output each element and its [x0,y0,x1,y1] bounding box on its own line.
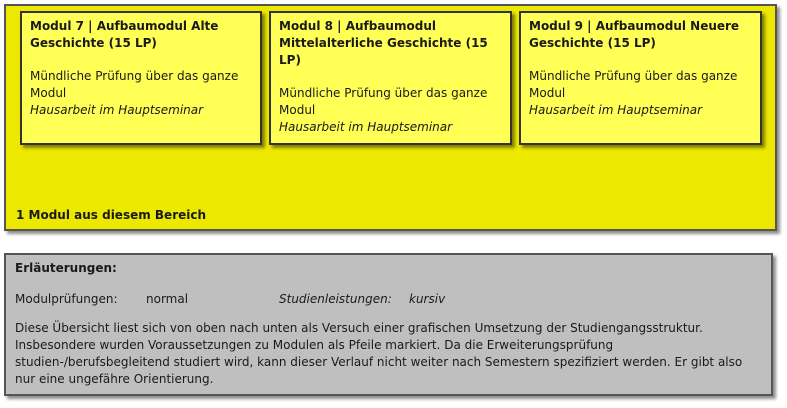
legend-box [4,253,773,396]
module-coursework: Hausarbeit im Hauptseminar [529,103,703,117]
module-title: Modul 7 | Aufbaumodul Alte Geschichte (15 LP) [30,19,219,50]
module-box-9 [519,11,762,145]
module-coursework: Hausarbeit im Hauptseminar [30,103,204,117]
module-box-7 [20,11,262,145]
legend-key-row [15,291,762,308]
module-area [4,4,777,231]
legend-description: Diese Übersicht liest sich von oben nach unten als Versuch einer grafischen Umsetzung der Studiengangsstruktur. Insbesondere wurden Voraussetzungen zu Modulen als Pfeile markiert. Da die Erweiterungsprüfung studien-/berufsbegleitend studiert wird, kann dieser Verlauf nicht weiter nach Semestern spezifiziert werden. Er gibt also nur eine ungefähre Orientierung. [15,321,743,386]
legend-exam-value: normal [146,292,189,306]
module-title: Modul 8 | Aufbaumodul Mittelalterliche Geschichte (15 LP) [279,19,488,67]
legend-heading: Erläuterungen: [15,261,117,275]
module-exam: Mündliche Prüfung über das ganze Modul [279,86,488,117]
module-box-8 [269,11,512,145]
legend-exam-label: Modulprüfungen: [15,292,118,306]
module-title: Modul 9 | Aufbaumodul Neuere Geschichte (15 LP) [529,19,740,50]
module-exam: Mündliche Prüfung über das ganze Modul [529,69,738,100]
legend-work-label: Studienleistungen: [279,292,392,306]
legend-work-value: kursiv [409,292,446,306]
area-note: 1 Modul aus diesem Bereich [16,208,207,222]
module-exam: Mündliche Prüfung über das ganze Modul [30,69,239,100]
module-coursework: Hausarbeit im Hauptseminar [279,120,453,134]
